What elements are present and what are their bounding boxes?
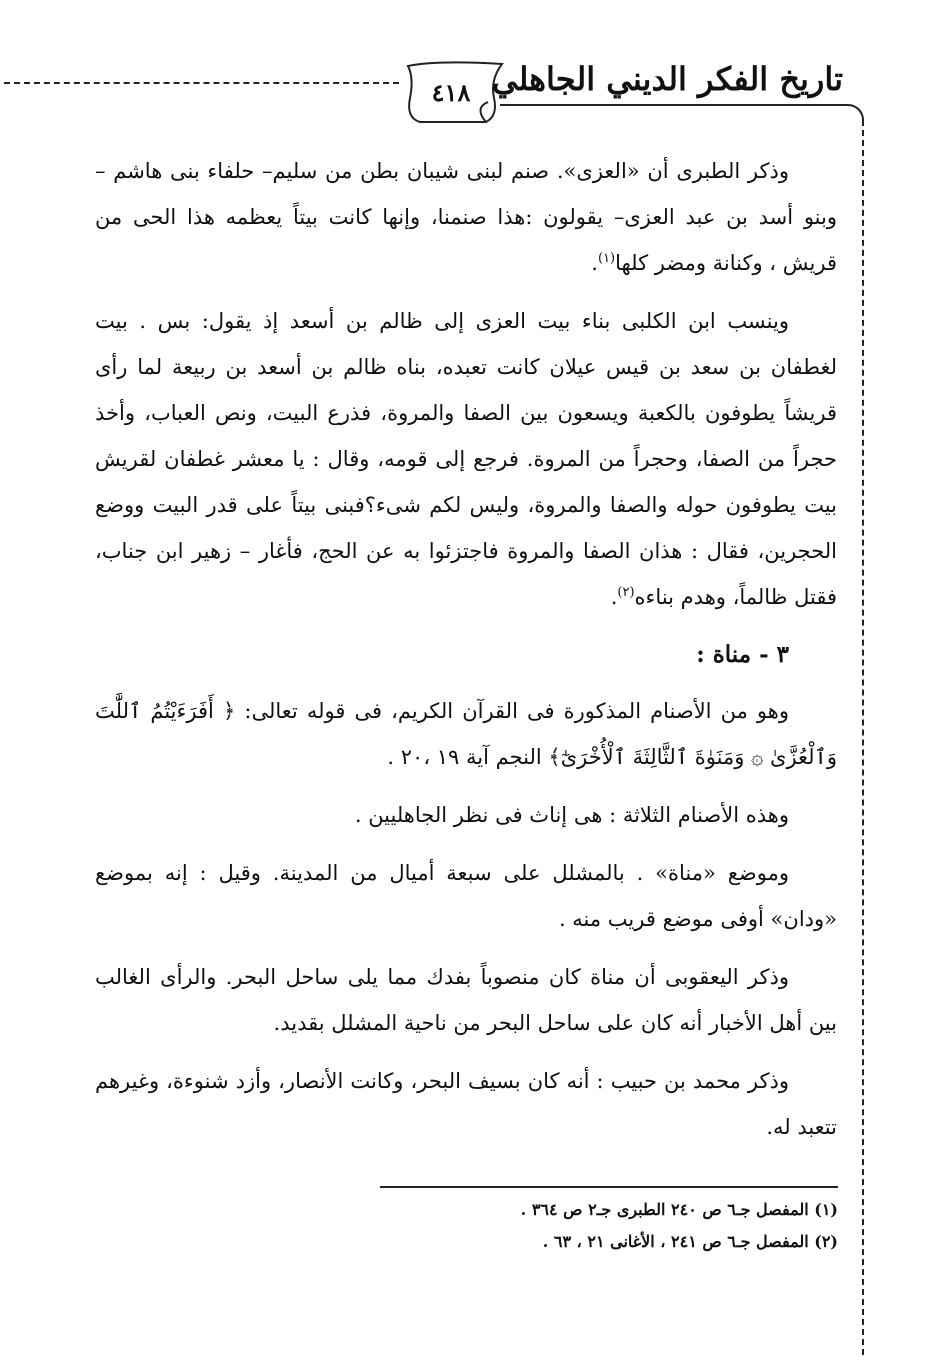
paragraph-tabari-uzza (95, 148, 837, 286)
running-title: تاريخ الفكر الديني الجاهلي (491, 60, 843, 98)
footnote-1: (١) المفصل جـ٦ ص ٢٤٠ الطبرى جـ٢ ص ٣٦٤ . (520, 1200, 838, 1219)
paragraph-ibn-habib: وذكر محمد بن حبيب : أنه كان بسيف البحر، وكانت الأنصار، وأزد شنوءة، وغيرهم تتعبد له. (95, 1069, 837, 1139)
period: . (591, 251, 598, 275)
paragraph-manat-location: وموضع «مناة» . بالمشلل على سبعة أميال من المدينة. وقيل : إنه بموضع «ودان» أوفى موضع قريب منه . (95, 861, 837, 931)
paragraph-yaqubi: وذكر اليعقوبى أن مناة كان منصوباً بفدك مما يلى ساحل البحر. والرأى الغالب بين أهل الأخبار أنه كان على ساحل البحر من ناحية المشلل بقديد. (95, 965, 837, 1035)
page-number: ٤١٨ (431, 78, 471, 107)
period: . (610, 585, 618, 609)
paragraph-kalbi-uzza-house (95, 298, 837, 620)
footnote-ref-2: (٢) (617, 585, 635, 600)
page-body (95, 148, 837, 1162)
header-corner-border (500, 104, 864, 126)
paragraph-text: وذكر الطبرى أن «العزى». صنم لبنى شيبان بطن من سليم– حلفاء بنى هاشم – وبنو أسد بن عبد العزى– يقولون :هذا صنمنا، وإنها كانت بيتاً يعظمه هذا الحى من قريش ، وكنانة ومضر كلها (95, 159, 837, 275)
footnote-2: (٢) المفصل جـ٦ ص ٢٤١ ، الأغانى ٢١ ، ٦٣ . (542, 1232, 838, 1251)
paragraph-text: وينسب ابن الكلبى بناء بيت العزى إلى ظالم بن أسعد إذ يقول: بس . بيت لغطفان بن سعد بن قيس عيلان كانت تعبده، بناه ظالم بن أسعد بن ربيعة لما رأى قريشاً يطوفون بالكعبة ويسعون بين الصفا والمروة، فذرع البيت، ونص العباب، وأخذ حجراً من الصفا، وحجراً من المروة. فرجع إلى قومه، وقال : يا معشر غطفان لقريش بيت يطوفون حوله والصفا والمروة، وليس لكم شىء؟فبنى بيتاً على قدر البيت ووضع الحجرين، فقال : هذان الصفا والمروة فاجتزئوا به عن الحج، فأغار – زهير ابن جناب، فقتل ظالماً، وهدم بناءه (95, 309, 837, 609)
footnote-ref-1: (١) (597, 251, 616, 266)
footnotes (380, 1194, 838, 1258)
footnote-rule (380, 1186, 838, 1188)
header-dashed-rule (4, 82, 399, 84)
paragraph-quran-verse: وهو من الأصنام المذكورة فى القرآن الكريم، فى قوله تعالى: ﴿ أَفَرَءَيْتُمُ ٱللَّٰتَ وَٱلْعُزَّىٰ ۞ وَمَنَوٰةَ ٱلثَّالِثَةَ ٱلْأُخْرَىٰٓ﴾ النجم آية ١٩ ،٢٠ . (95, 699, 837, 769)
section-heading-manat: ٣ - مناة : (696, 641, 789, 668)
paragraph-three-idols: وهذه الأصنام الثلاثة : هى إناث فى نظر الجاهليين . (354, 803, 789, 827)
right-dashed-border (862, 120, 864, 1355)
